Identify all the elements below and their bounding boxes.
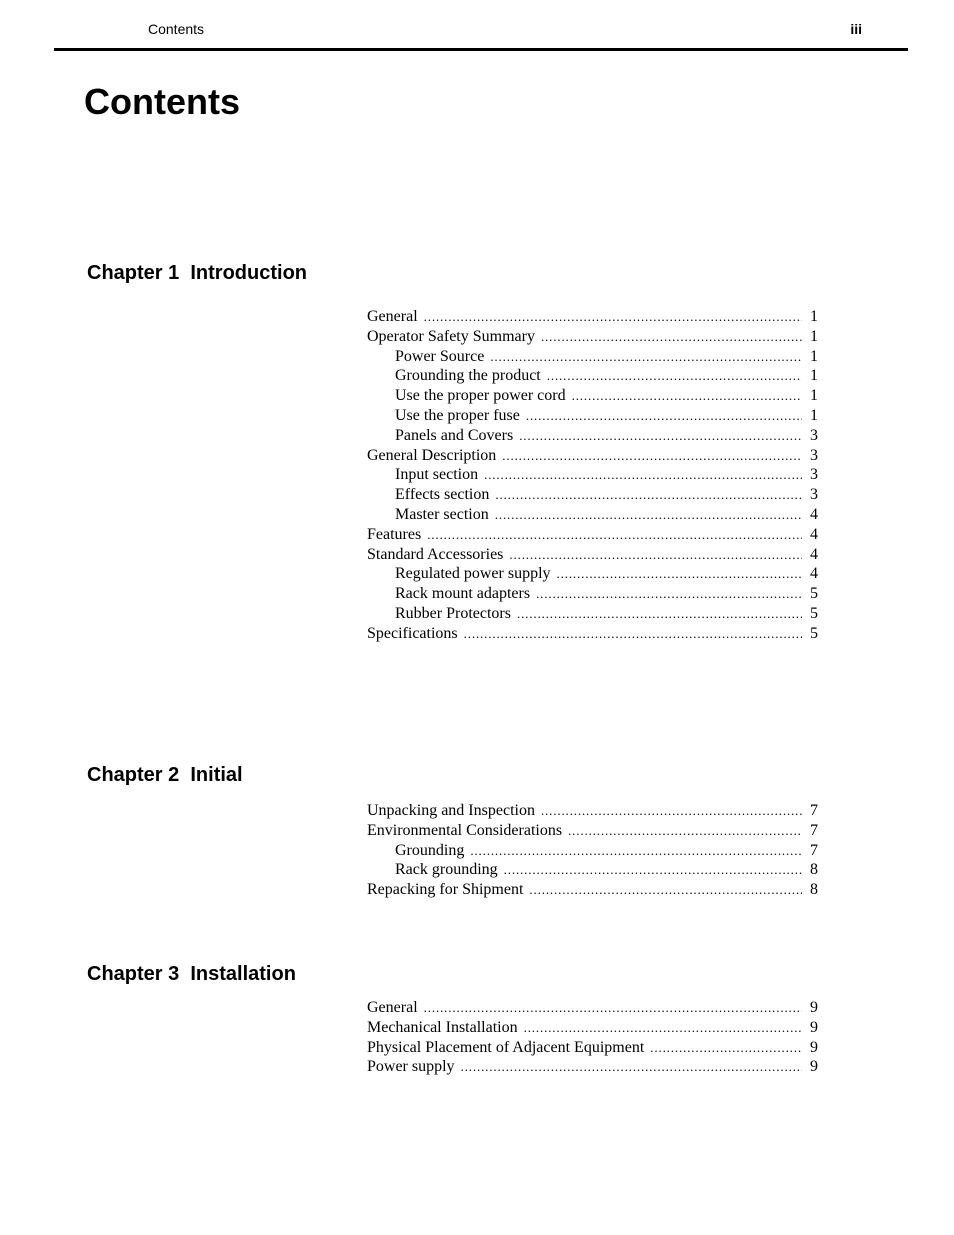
toc-entry[interactable] bbox=[367, 624, 818, 644]
toc-entry-page: 1 bbox=[810, 406, 818, 424]
dot-leader bbox=[490, 347, 802, 367]
dot-leader bbox=[509, 545, 802, 565]
toc-entry[interactable] bbox=[367, 1057, 818, 1077]
toc-entry-label: General bbox=[367, 999, 418, 1016]
toc-entry[interactable] bbox=[367, 998, 818, 1018]
toc-entry-page: 5 bbox=[810, 604, 818, 622]
toc-entry[interactable] bbox=[367, 307, 818, 327]
toc-entry[interactable] bbox=[367, 860, 818, 880]
toc-entry[interactable] bbox=[367, 485, 818, 505]
page-number: iii bbox=[850, 21, 862, 37]
toc-entry-page: 4 bbox=[810, 525, 818, 543]
toc-entry-page: 4 bbox=[810, 545, 818, 563]
dot-leader bbox=[424, 998, 802, 1018]
header-rule bbox=[54, 48, 908, 51]
chapter-2-heading: Chapter 2 Initial bbox=[87, 764, 243, 786]
toc-entry-label: Standard Accessories bbox=[367, 545, 504, 563]
dot-leader bbox=[461, 1057, 802, 1077]
toc-entry[interactable] bbox=[367, 525, 818, 545]
toc-entry[interactable] bbox=[367, 386, 818, 406]
running-head: Contents bbox=[148, 21, 205, 37]
dot-leader bbox=[495, 485, 802, 505]
toc-entry-label: Repacking for Shipment bbox=[367, 881, 524, 899]
toc-entry-label: General bbox=[367, 308, 418, 325]
toc-entry-label: Rack mount adapters bbox=[395, 585, 531, 603]
toc-entry-label: Input section bbox=[395, 466, 479, 484]
dot-leader bbox=[517, 604, 802, 624]
dot-leader bbox=[526, 406, 802, 426]
page-title: Contents bbox=[84, 81, 240, 122]
dot-leader bbox=[424, 307, 802, 327]
chapter-1-toc bbox=[367, 307, 818, 644]
toc-entry-page: 1 bbox=[810, 387, 818, 405]
toc-entry-label: Master section bbox=[395, 505, 489, 523]
toc-entry-label: Mechanical Installation bbox=[367, 1018, 518, 1036]
toc-entry-label: Specifications bbox=[367, 624, 458, 642]
dot-leader bbox=[541, 327, 802, 347]
dot-leader bbox=[524, 1018, 802, 1038]
toc-entry-label: Rack grounding bbox=[395, 861, 498, 879]
dot-leader bbox=[547, 366, 802, 386]
toc-entry-page: 5 bbox=[810, 585, 818, 603]
toc-entry[interactable] bbox=[367, 366, 818, 386]
toc-entry[interactable] bbox=[367, 801, 818, 821]
toc-entry-page: 7 bbox=[810, 841, 818, 859]
toc-entry-label: Grounding the product bbox=[395, 367, 541, 385]
chapter-2-toc bbox=[367, 801, 818, 900]
toc-entry-page: 9 bbox=[810, 1058, 818, 1076]
toc-entry[interactable] bbox=[367, 347, 818, 367]
toc-entry[interactable] bbox=[367, 564, 818, 584]
toc-entry[interactable] bbox=[367, 545, 818, 565]
dot-leader bbox=[541, 801, 802, 821]
toc-entry[interactable] bbox=[367, 505, 818, 525]
toc-entry-page: 7 bbox=[810, 821, 818, 839]
chapter-3-toc bbox=[367, 998, 818, 1077]
dot-leader bbox=[484, 465, 802, 485]
toc-entry-page: 4 bbox=[810, 505, 818, 523]
toc-entry-page: 5 bbox=[810, 624, 818, 642]
toc-entry-label: Unpacking and Inspection bbox=[367, 802, 535, 819]
dot-leader bbox=[519, 426, 802, 446]
dot-leader bbox=[470, 841, 802, 861]
toc-entry-label: Regulated power supply bbox=[395, 565, 551, 583]
toc-entry[interactable] bbox=[367, 446, 818, 466]
toc-entry-label: Use the proper power cord bbox=[395, 387, 566, 405]
toc-entry-label: Physical Placement of Adjacent Equipment bbox=[367, 1038, 645, 1056]
dot-leader bbox=[464, 624, 802, 644]
chapter-1-heading: Chapter 1 Introduction bbox=[87, 262, 307, 284]
toc-entry[interactable] bbox=[367, 406, 818, 426]
toc-entry[interactable] bbox=[367, 880, 818, 900]
dot-leader bbox=[568, 821, 802, 841]
toc-entry-label: Operator Safety Summary bbox=[367, 327, 535, 345]
dot-leader bbox=[572, 386, 802, 406]
dot-leader bbox=[502, 446, 802, 466]
toc-entry-page: 9 bbox=[810, 1038, 818, 1056]
toc-entry[interactable] bbox=[367, 584, 818, 604]
toc-entry[interactable] bbox=[367, 426, 818, 446]
toc-entry-page: 1 bbox=[810, 347, 818, 365]
toc-entry-page: 8 bbox=[810, 881, 818, 899]
toc-entry-page: 1 bbox=[810, 327, 818, 345]
toc-entry-label: Environmental Considerations bbox=[367, 821, 563, 839]
toc-entry-label: General Description bbox=[367, 446, 497, 464]
toc-entry[interactable] bbox=[367, 465, 818, 485]
toc-entry-page: 1 bbox=[810, 308, 818, 325]
toc-entry-page: 9 bbox=[810, 1018, 818, 1036]
toc-entry-page: 9 bbox=[810, 999, 818, 1016]
dot-leader bbox=[529, 880, 802, 900]
dot-leader bbox=[495, 505, 802, 525]
toc-entry-label: Use the proper fuse bbox=[395, 406, 520, 424]
toc-entry-page: 3 bbox=[810, 466, 818, 484]
dot-leader bbox=[650, 1038, 802, 1058]
toc-entry-page: 3 bbox=[810, 486, 818, 504]
toc-entry[interactable] bbox=[367, 841, 818, 861]
toc-entry-label: Panels and Covers bbox=[395, 426, 514, 444]
toc-entry-page: 3 bbox=[810, 426, 818, 444]
dot-leader bbox=[536, 584, 802, 604]
toc-entry-label: Power Source bbox=[395, 347, 485, 365]
toc-entry-label: Power supply bbox=[367, 1058, 455, 1076]
toc-entry-label: Effects section bbox=[395, 486, 490, 504]
toc-entry[interactable] bbox=[367, 821, 818, 841]
toc-entry[interactable] bbox=[367, 604, 818, 624]
toc-entry-page: 7 bbox=[810, 802, 818, 819]
dot-leader bbox=[557, 564, 802, 584]
toc-entry[interactable] bbox=[367, 1038, 818, 1058]
toc-entry-label: Grounding bbox=[395, 841, 465, 859]
toc-entry-label: Rubber Protectors bbox=[395, 604, 511, 622]
dot-leader bbox=[504, 860, 802, 880]
toc-entry[interactable] bbox=[367, 1018, 818, 1038]
toc-entry-page: 3 bbox=[810, 446, 818, 464]
toc-entry-label: Features bbox=[367, 525, 422, 543]
toc-entry-page: 1 bbox=[810, 367, 818, 385]
chapter-3-heading: Chapter 3 Installation bbox=[87, 963, 296, 985]
toc-entry-page: 4 bbox=[810, 565, 818, 583]
dot-leader bbox=[427, 525, 802, 545]
toc-entry[interactable] bbox=[367, 327, 818, 347]
toc-entry-page: 8 bbox=[810, 861, 818, 879]
